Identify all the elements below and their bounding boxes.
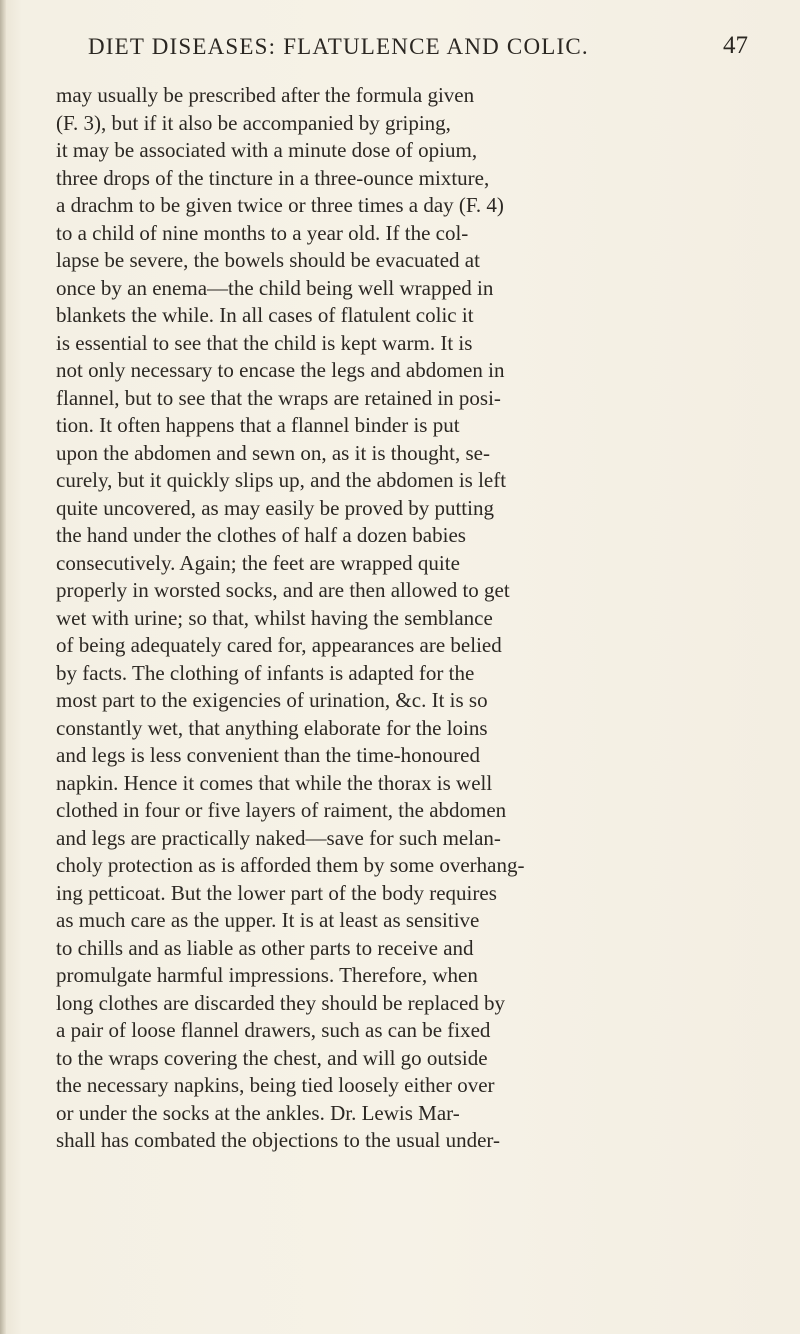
text-line: long clothes are discarded they should be replaced by <box>56 990 506 1015</box>
body-text <box>56 82 756 1155</box>
text-line: quite uncovered, as may easily be proved by putting <box>56 495 494 520</box>
text-line: clothed in four or five layers of raiment, the abdomen <box>56 798 507 822</box>
text-line: most part to the exigencies of urination, &c. It is so <box>56 688 488 712</box>
text-line: to a child of nine months to a year old. If the col- <box>56 220 469 245</box>
text-line: (F. 3), but if it also be accompanied by griping, <box>56 110 451 135</box>
text-line: it may be associated with a minute dose of opium, <box>56 138 478 162</box>
text-line: lapse be severe, the bowels should be evacuated at <box>56 248 480 272</box>
text-line: promulgate harmful impressions. Therefore, when <box>56 963 478 987</box>
text-line: the hand under the clothes of half a dozen babies <box>56 523 466 547</box>
text-line: constantly wet, that anything elaborate for the loins <box>56 715 488 740</box>
text-line: of being adequately cared for, appearances are belied <box>56 633 502 657</box>
text-line: curely, but it quickly slips up, and the abdomen is left <box>56 468 507 492</box>
text-line: and legs is less convenient than the time-honoured <box>56 743 480 767</box>
page-header <box>88 34 748 74</box>
text-line: napkin. Hence it comes that while the thorax is well <box>56 770 493 795</box>
text-line: or under the socks at the ankles. Dr. Lewis Mar- <box>56 1100 460 1125</box>
text-line: to the wraps covering the chest, and will go outside <box>56 1045 488 1070</box>
text-line: three drops of the tincture in a three-ounce mixture, <box>56 165 490 190</box>
text-line: ing petticoat. But the lower part of the body requires <box>56 880 497 905</box>
text-line: may usually be prescribed after the formula given <box>56 83 475 107</box>
text-line: upon the abdomen and sewn on, as it is thought, se- <box>56 440 490 465</box>
page-number: 47 <box>723 32 748 59</box>
text-line: once by an enema—the child being well wrapped in <box>56 275 494 300</box>
running-head: DIET DISEASES: FLATULENCE AND COLIC. <box>88 34 589 59</box>
text-line: choly protection as is afforded them by some overhang- <box>56 853 525 877</box>
text-line: flannel, but to see that the wraps are retained in posi- <box>56 385 501 410</box>
text-line: not only necessary to encase the legs and abdomen in <box>56 358 505 382</box>
text-line: as much care as the upper. It is at least as sensitive <box>56 908 480 932</box>
text-line: wet with urine; so that, whilst having the semblance <box>56 605 493 630</box>
text-line: by facts. The clothing of infants is adapted for the <box>56 660 475 685</box>
text-line: blankets the while. In all cases of flatulent colic it <box>56 303 474 327</box>
text-line: the necessary napkins, being tied loosely either over <box>56 1073 495 1097</box>
text-line: properly in worsted socks, and are then allowed to get <box>56 578 510 602</box>
text-line: is essential to see that the child is kept warm. It is <box>56 330 473 355</box>
text-line: and legs are practically naked—save for such melan- <box>56 825 501 850</box>
text-line: consecutively. Again; the feet are wrapped quite <box>56 550 460 575</box>
text-line: tion. It often happens that a flannel binder is put <box>56 413 460 437</box>
text-line: to chills and as liable as other parts to receive and <box>56 935 474 960</box>
text-line: a pair of loose flannel drawers, such as can be fixed <box>56 1018 491 1042</box>
text-line: shall has combated the objections to the usual under- <box>56 1128 500 1152</box>
text-line: a drachm to be given twice or three times a day (F. 4) <box>56 193 504 217</box>
page-gutter-shadow <box>0 0 6 1334</box>
